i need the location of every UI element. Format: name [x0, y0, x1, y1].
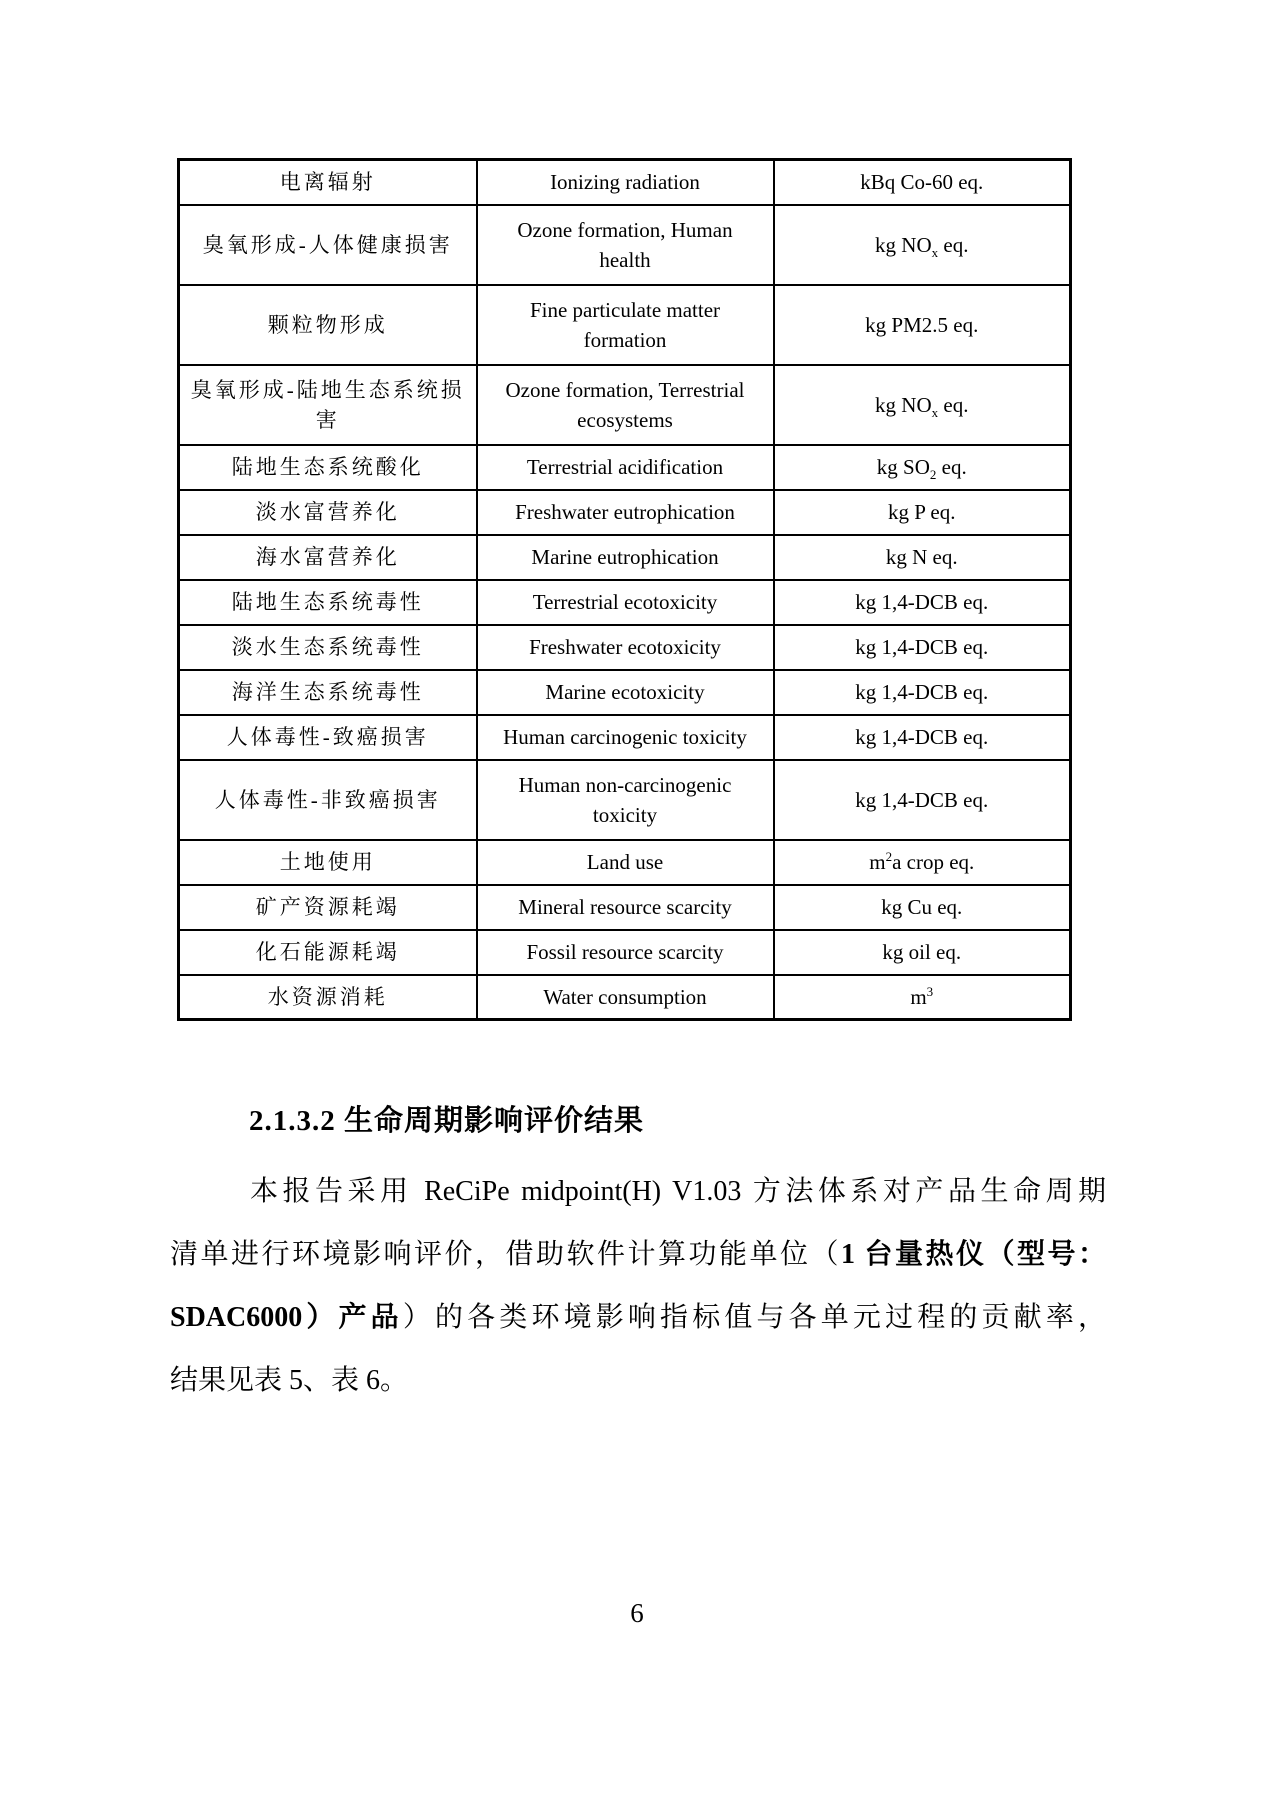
table-row — [179, 885, 1071, 930]
unit-cell: kg 1,4-DCB eq. — [774, 625, 1071, 670]
impact-en-cell: Terrestrial acidification — [477, 445, 774, 490]
impact-cn-cell: 臭氧形成-人体健康损害 — [179, 205, 477, 285]
paragraph-line: 清单进行环境影响评价，借助软件计算功能单位（1 台量热仪（型号： — [170, 1239, 1106, 1270]
table-row — [179, 760, 1071, 840]
impact-en-cell: Mineral resource scarcity — [477, 885, 774, 930]
impact-cn-cell: 土地使用 — [179, 840, 477, 885]
table-row — [179, 160, 1071, 205]
unit-cell: $m^3$ — [774, 975, 1071, 1020]
unit-cell: kg 1,4-DCB eq. — [774, 760, 1071, 840]
unit-cell: kg PM2.5 eq. — [774, 285, 1071, 365]
table-row — [179, 975, 1071, 1020]
page-number: 6 — [630, 1598, 644, 1628]
table-row — [179, 445, 1071, 490]
impact-en-cell: Land use — [477, 840, 774, 885]
impact-cn-cell: 淡水生态系统毒性 — [179, 625, 477, 670]
unit-cell: kg 1,4-DCB eq. — [774, 715, 1071, 760]
impact-cn-cell: 颗粒物形成 — [179, 285, 477, 365]
impact-en-cell: Marine ecotoxicity — [477, 670, 774, 715]
unit-cell: kg $NO_x$ eq. — [774, 205, 1071, 285]
table-row — [179, 285, 1071, 365]
table-row — [179, 365, 1071, 445]
impact-cn-cell: 人体毒性-非致癌损害 — [179, 760, 477, 840]
table-row — [179, 625, 1071, 670]
table-row — [179, 930, 1071, 975]
table-row — [179, 535, 1071, 580]
impact-cn-cell: 电离辐射 — [179, 160, 477, 205]
impact-en-cell: Ozone formation, Human health — [477, 205, 774, 285]
unit-cell: kg $SO_2$ eq. — [774, 445, 1071, 490]
body-paragraph — [170, 1160, 1106, 1412]
table-row — [179, 580, 1071, 625]
impact-cn-cell: 陆地生态系统毒性 — [179, 580, 477, 625]
paragraph-line: SDAC6000）产品）的各类环境影响指标值与各单元过程的贡献率， — [170, 1302, 1106, 1333]
unit-cell: kBq Co-60 eq. — [774, 160, 1071, 205]
unit-cell: kg P eq. — [774, 490, 1071, 535]
impact-en-cell: Fine particulate matter formation — [477, 285, 774, 365]
impact-en-cell: Marine eutrophication — [477, 535, 774, 580]
impact-cn-cell: 海水富营养化 — [179, 535, 477, 580]
impact-cn-cell: 臭氧形成-陆地生态系统损害 — [179, 365, 477, 445]
section-heading: 2.1.3.2 生命周期影响评价结果 — [249, 1105, 645, 1137]
impact-cn-cell: 水资源消耗 — [179, 975, 477, 1020]
impact-cn-cell: 人体毒性-致癌损害 — [179, 715, 477, 760]
impact-en-cell: Fossil resource scarcity — [477, 930, 774, 975]
impact-en-cell: Freshwater ecotoxicity — [477, 625, 774, 670]
unit-cell: kg N eq. — [774, 535, 1071, 580]
paragraph-line: 结果见表 5、表 6。 — [170, 1365, 409, 1396]
unit-cell: kg $NO_x$ eq. — [774, 365, 1071, 445]
unit-cell: $m^2a$ crop eq. — [774, 840, 1071, 885]
impact-cn-cell: 矿产资源耗竭 — [179, 885, 477, 930]
table-row — [179, 670, 1071, 715]
table-row — [179, 490, 1071, 535]
impact-en-cell: Human carcinogenic toxicity — [477, 715, 774, 760]
impact-en-cell: Terrestrial ecotoxicity — [477, 580, 774, 625]
impact-en-cell: Ionizing radiation — [477, 160, 774, 205]
table-row — [179, 205, 1071, 285]
unit-cell: kg Cu eq. — [774, 885, 1071, 930]
impact-cn-cell: 化石能源耗竭 — [179, 930, 477, 975]
table-row — [179, 715, 1071, 760]
impact-cn-cell: 陆地生态系统酸化 — [179, 445, 477, 490]
unit-cell: kg 1,4-DCB eq. — [774, 670, 1071, 715]
impact-cn-cell: 海洋生态系统毒性 — [179, 670, 477, 715]
impact-en-cell: Freshwater eutrophication — [477, 490, 774, 535]
impact-en-cell: Human non-carcinogenic toxicity — [477, 760, 774, 840]
unit-cell: kg oil eq. — [774, 930, 1071, 975]
impact-en-cell: Water consumption — [477, 975, 774, 1020]
impact-cn-cell: 淡水富营养化 — [179, 490, 477, 535]
impact-category-table — [177, 158, 1072, 1021]
table-row — [179, 840, 1071, 885]
impact-en-cell: Ozone formation, Terrestrial ecosystems — [477, 365, 774, 445]
paragraph-line: 本报告采用 ReCiPe midpoint(H) V1.03 方法体系对产品生命周期 — [250, 1176, 1106, 1207]
unit-cell: kg 1,4-DCB eq. — [774, 580, 1071, 625]
